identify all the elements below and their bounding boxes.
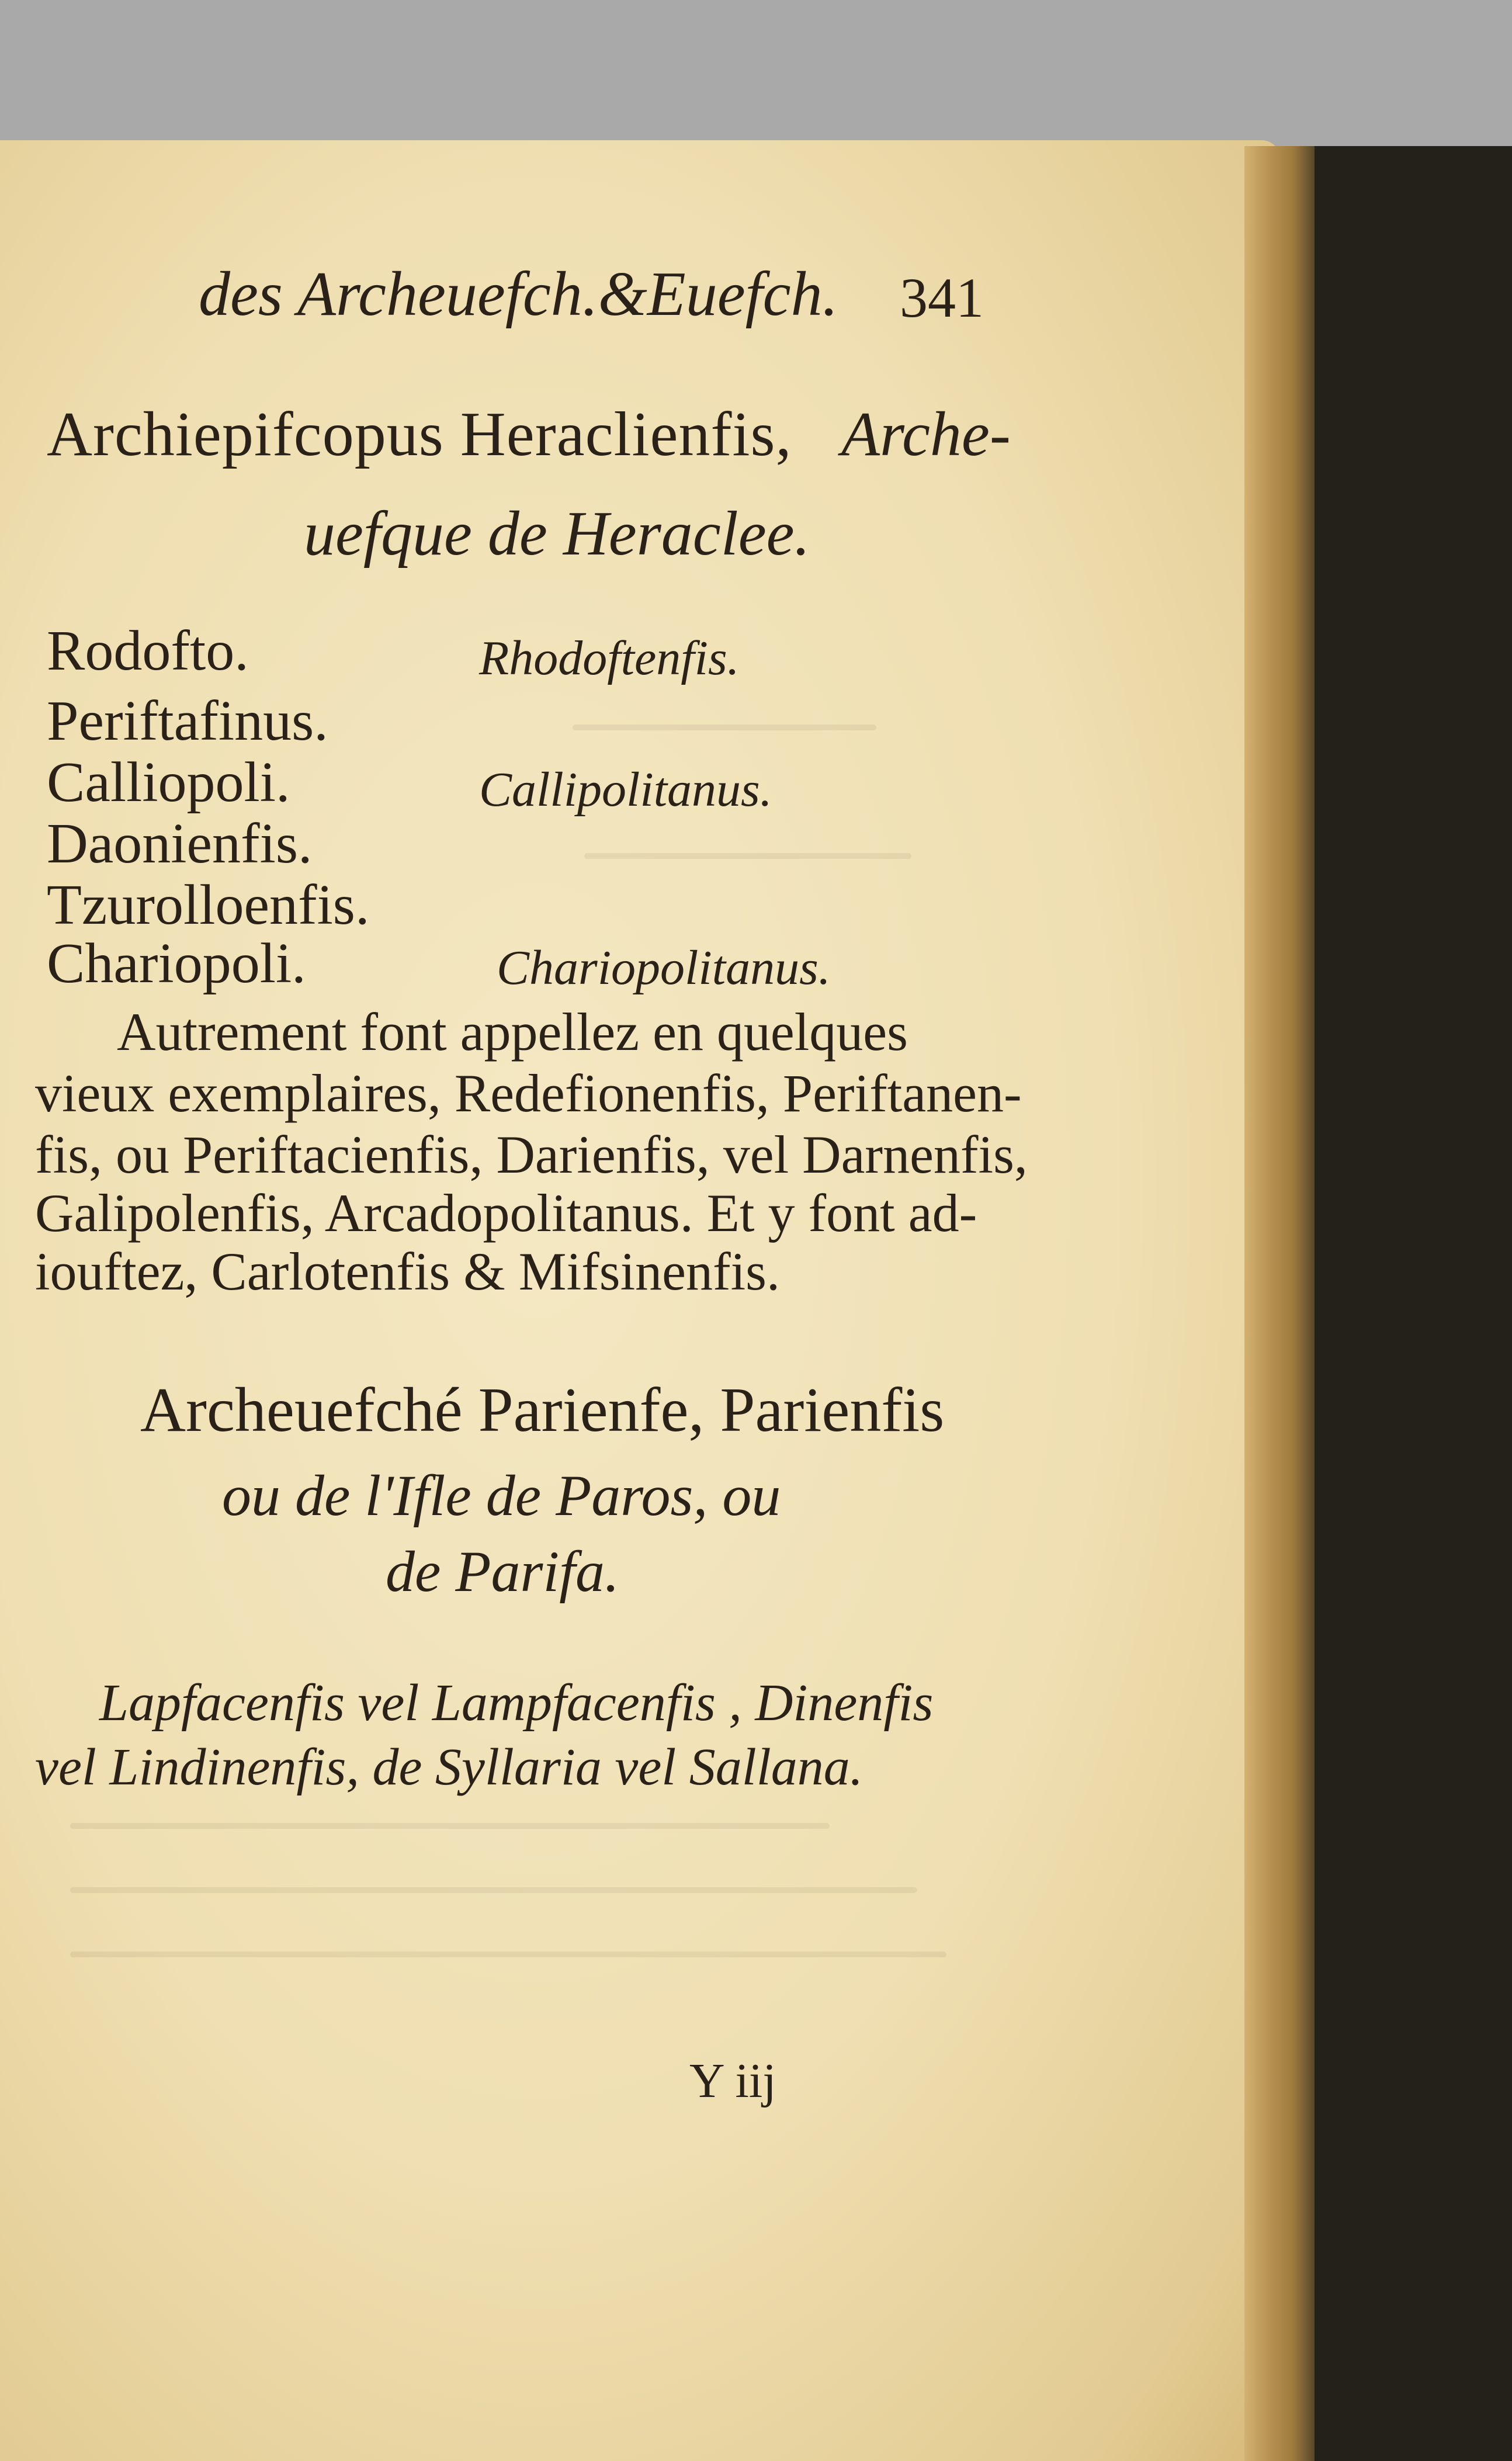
section-title-latin: Archiepifcopus Heraclienfis, bbox=[47, 400, 792, 469]
section2-title-cont: ou de l'Ifle de Paros, ou bbox=[222, 1463, 781, 1528]
page-number: 341 bbox=[900, 266, 984, 329]
show-through bbox=[70, 1823, 830, 1829]
section-title-french-cont: uefque de Heraclee. bbox=[304, 499, 810, 569]
show-through bbox=[573, 725, 876, 730]
show-through bbox=[70, 1887, 917, 1893]
list-item-name: Calliopoli. bbox=[47, 751, 290, 814]
scan-background-top bbox=[0, 0, 1512, 146]
show-through bbox=[70, 1952, 946, 1957]
list-item-latin: Rhodoftenfis. bbox=[479, 631, 740, 685]
paragraph-line: Galipolenfis, Arcadopolitanus. Et y font ad- bbox=[35, 1183, 977, 1243]
section-title-french: Arche- bbox=[841, 400, 1011, 469]
signature-mark: Y iij bbox=[689, 2054, 776, 2108]
paragraph-line: fis, ou Periftacienfis, Darienfis, vel Darnenfis, bbox=[35, 1125, 1028, 1184]
running-header: des Archeuefch.&Euefch. bbox=[199, 259, 838, 329]
section2-title: Archeuefché Parienfe, Parienfis bbox=[140, 1375, 945, 1445]
paragraph-line: Autrement font appellez en quelques bbox=[117, 1002, 908, 1062]
list-item-name: Rodofto. bbox=[47, 619, 249, 682]
section2-body-line: Lapfacenfis vel Lampfacenfis , Dinenfis bbox=[99, 1674, 934, 1732]
page-edge bbox=[1244, 146, 1315, 2461]
list-item-name: Periftafinus. bbox=[47, 689, 328, 753]
paragraph-line: vieux exemplaires, Redefionenfis, Periftanen- bbox=[35, 1063, 1022, 1123]
section2-body-line: vel Lindinenfis, de Syllaria vel Sallana. bbox=[35, 1738, 863, 1796]
list-item-name: Daonienfis. bbox=[47, 812, 313, 875]
show-through bbox=[584, 853, 911, 859]
list-item-latin: Chariopolitanus. bbox=[497, 941, 831, 995]
list-item-name: Tzurolloenfis. bbox=[47, 874, 370, 937]
scan-background-right bbox=[1315, 146, 1512, 2461]
section2-title-cont: de Parifa. bbox=[386, 1539, 619, 1604]
list-item-name: Chariopoli. bbox=[47, 932, 306, 995]
list-item-latin: Callipolitanus. bbox=[479, 762, 772, 817]
paragraph-line: iouftez, Carlotenfis & Mifsinenfis. bbox=[35, 1242, 780, 1301]
